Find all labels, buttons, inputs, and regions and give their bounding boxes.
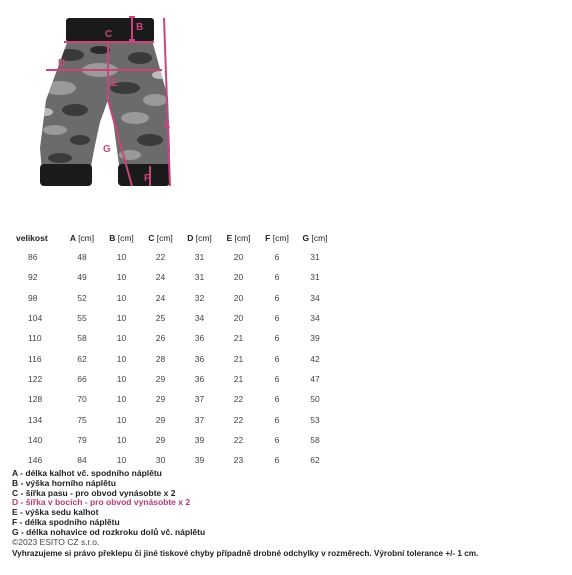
measurement-cell: 21 — [233, 353, 244, 364]
measurement-cell: 23 — [233, 455, 244, 466]
measurement-cell: 53 — [310, 414, 320, 425]
measurement-cell: 6 — [274, 313, 280, 324]
measurement-cell: 10 — [116, 313, 127, 324]
measurement-cell: 39 — [310, 333, 320, 344]
column-header-g — [296, 229, 334, 247]
measurement-cell: 6 — [274, 414, 280, 425]
column-header-name: A — [69, 233, 76, 243]
measurement-cell: 26 — [155, 333, 166, 344]
label-f: F — [144, 173, 151, 184]
size-cell: 86 — [28, 252, 38, 263]
measurement-cell: 29 — [155, 414, 166, 425]
measurement-cell: 39 — [194, 455, 205, 466]
measurement-cell: 10 — [116, 414, 127, 425]
column-header-unit: [cm] — [195, 233, 212, 243]
measurement-cell: 62 — [77, 353, 87, 364]
measurement-cell: 20 — [233, 292, 244, 303]
table-row — [10, 409, 334, 429]
column-header-unit: [cm] — [311, 233, 328, 243]
size-cell: 98 — [28, 292, 38, 303]
measurement-cell: 31 — [310, 252, 320, 263]
measurement-cell: 36 — [194, 333, 205, 344]
size-cell: 92 — [28, 272, 38, 283]
label-b: B — [136, 22, 144, 33]
column-header-size — [10, 229, 62, 247]
measurement-cell: 49 — [77, 272, 87, 283]
size-cell: 128 — [28, 394, 43, 405]
column-header-a — [62, 229, 102, 247]
label-e: E — [111, 78, 118, 89]
table-row — [10, 328, 334, 348]
measurement-cell: 24 — [155, 292, 166, 303]
measurement-cell: 66 — [77, 373, 87, 384]
legend-item: D - šířka v bocích - pro obvod vynásobte x 2 — [12, 497, 191, 508]
measurement-cell: 21 — [233, 373, 244, 384]
table-row — [10, 348, 334, 368]
measurement-cell: 36 — [194, 373, 205, 384]
label-d: D — [58, 58, 66, 69]
table-row — [10, 288, 334, 308]
legend-item: G - délka nohavice od rozkroku dolů vč. náplětu — [12, 526, 206, 537]
measurement-cell: 36 — [194, 353, 205, 364]
measurement-legend — [12, 469, 205, 538]
table-row — [10, 430, 334, 450]
measurement-cell: 37 — [194, 414, 205, 425]
pants-body — [30, 36, 180, 176]
column-header-c — [141, 229, 180, 247]
measurement-cell: 21 — [233, 333, 244, 344]
size-cell: 146 — [28, 455, 43, 466]
measurement-cell: 10 — [116, 272, 127, 283]
left-ankle-cuff — [40, 164, 92, 186]
measurement-cell: 58 — [310, 434, 320, 445]
measurement-cell: 22 — [233, 434, 244, 445]
measurement-cell: 20 — [233, 272, 244, 283]
measurement-cell: 6 — [274, 394, 280, 405]
measurement-cell: 6 — [274, 353, 280, 364]
table-header-row — [10, 229, 334, 247]
measurement-cell: 34 — [194, 313, 205, 324]
measurement-cell: 20 — [233, 313, 244, 324]
legend-item: F - délka spodního náplětu — [12, 516, 120, 527]
measurement-cell: 50 — [310, 394, 320, 405]
size-cell: 140 — [28, 434, 43, 445]
measurement-cell: 29 — [155, 394, 166, 405]
measurement-cell: 79 — [77, 434, 87, 445]
measurement-cell: 6 — [274, 292, 280, 303]
column-header-e — [219, 229, 258, 247]
measurement-cell: 10 — [116, 333, 127, 344]
size-cell: 122 — [28, 373, 43, 384]
copyright-notice: ©2023 ESITO CZ s.r.o. — [12, 537, 100, 547]
disclaimer-text: Vyhrazujeme si právo překlepu či jiné tiskové chyby případně drobné odchylky v rozměrech. Výrobní tolerance +/- 1 cm. — [12, 549, 479, 558]
measurement-cell: 6 — [274, 373, 280, 384]
measurement-cell: 10 — [116, 394, 127, 405]
measurement-cell: 6 — [274, 272, 280, 283]
table-row — [10, 369, 334, 389]
column-header-f — [258, 229, 296, 247]
column-header-unit: [cm] — [234, 233, 251, 243]
measurement-cell: 34 — [310, 313, 320, 324]
measurement-cell: 22 — [233, 414, 244, 425]
measurement-cell: 30 — [155, 455, 166, 466]
legend-item: A - délka kalhot vč. spodního náplětu — [12, 468, 162, 478]
table-body — [10, 247, 334, 470]
measurement-cell: 58 — [77, 333, 87, 344]
measurement-cell: 47 — [310, 373, 320, 384]
column-header-name: G — [302, 233, 310, 243]
measurement-cell: 10 — [116, 373, 127, 384]
column-header-name: D — [187, 233, 194, 243]
table-row — [10, 267, 334, 287]
table-row — [10, 389, 334, 409]
measurement-cell: 55 — [77, 313, 87, 324]
column-header-b — [102, 229, 141, 247]
size-cell: 134 — [28, 414, 43, 425]
table-row — [10, 247, 334, 267]
measurement-cell: 29 — [155, 434, 166, 445]
measurement-cell: 34 — [310, 292, 320, 303]
measurement-cell: 6 — [274, 252, 280, 263]
measurement-cell: 10 — [116, 434, 127, 445]
column-header-name: C — [148, 233, 155, 243]
legend-item: E - výška sedu kalhot — [12, 507, 99, 518]
measurement-cell: 31 — [310, 272, 320, 283]
measurement-cell: 28 — [155, 353, 166, 364]
column-header-unit: [cm] — [117, 233, 134, 243]
label-c: C — [105, 29, 113, 40]
pants-measurement-diagram — [0, 0, 572, 210]
measurement-cell: 24 — [155, 272, 166, 283]
size-cell: 110 — [28, 333, 42, 344]
measurement-cell: 32 — [194, 292, 205, 303]
measurement-cell: 10 — [116, 252, 127, 263]
measurement-cell: 10 — [116, 455, 127, 466]
column-header-unit: [cm] — [156, 233, 173, 243]
measurement-cell: 37 — [194, 394, 205, 405]
measurement-cell: 29 — [155, 373, 166, 384]
column-header-unit: [cm] — [272, 233, 289, 243]
measurement-cell: 22 — [233, 394, 244, 405]
column-header-name: E — [226, 233, 233, 243]
measurement-cell: 6 — [274, 455, 280, 466]
measurement-cell: 70 — [77, 394, 87, 405]
measurement-cell: 31 — [194, 252, 205, 263]
measurement-cell: 84 — [77, 455, 87, 466]
table-row — [10, 308, 334, 328]
measurement-cell: 22 — [155, 252, 166, 263]
size-cell: 116 — [28, 353, 42, 364]
column-header-name: F — [265, 233, 271, 243]
measurement-cell: 20 — [233, 252, 244, 263]
measurement-cell: 39 — [194, 434, 205, 445]
measurement-cell: 6 — [274, 333, 280, 344]
legend-item: B - výška horního náplětu — [12, 477, 116, 488]
measurement-cell: 62 — [310, 455, 320, 466]
measurement-cell: 25 — [155, 313, 166, 324]
measurement-cell: 75 — [77, 414, 87, 425]
size-table — [10, 229, 334, 470]
label-a: A — [163, 120, 171, 131]
column-header-unit: [cm] — [78, 233, 95, 243]
measurement-cell: 42 — [310, 353, 320, 364]
measurement-cell: 52 — [77, 292, 87, 303]
legend-item: C - šířka pasu - pro obvod vynásobte x 2 — [12, 487, 176, 498]
measurement-cell: 6 — [274, 434, 280, 445]
measurement-cell: 31 — [194, 272, 205, 283]
measurement-cell: 10 — [116, 292, 127, 303]
column-header-d — [180, 229, 219, 247]
measurement-cell: 48 — [77, 252, 87, 263]
label-g: G — [103, 144, 111, 155]
column-header-name: B — [109, 233, 116, 243]
column-header-name: velikost — [16, 233, 48, 243]
size-cell: 104 — [28, 313, 43, 324]
measurement-cell: 10 — [116, 353, 127, 364]
